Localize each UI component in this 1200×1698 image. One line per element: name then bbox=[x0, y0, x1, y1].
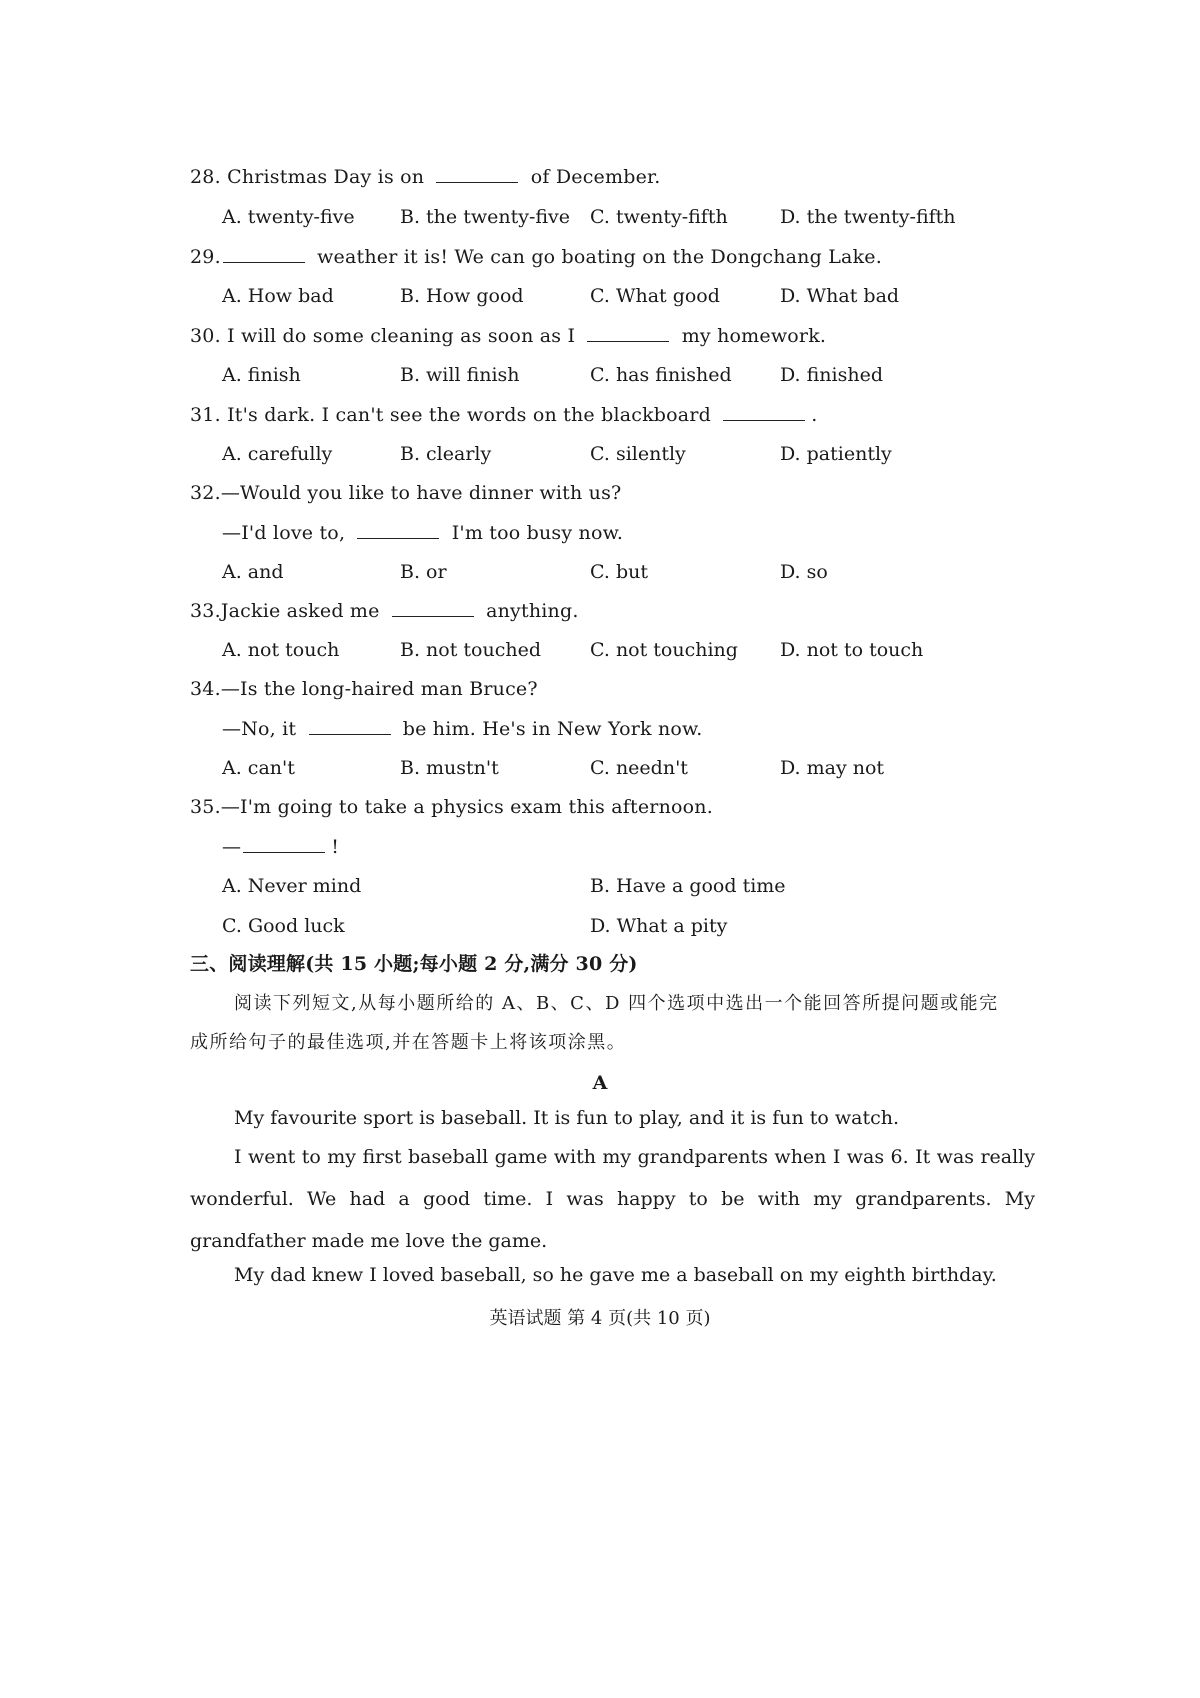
passage-paragraph-2: I went to my first baseball game with my grandparents when I was 6. It was really wonderful. We had a good time. I was happy to be with my grandparents. My grandfather made me love the game. bbox=[190, 1146, 1035, 1252]
q28-option-d: D. the twenty-fifth bbox=[780, 206, 956, 228]
passage-paragraph-3: My dad knew I loved baseball, so he gave me a baseball on my eighth birthday. bbox=[234, 1264, 997, 1286]
question-34-reply: —No, it be him. He's in New York now. bbox=[222, 718, 703, 740]
section-heading: 三、阅读理解(共 15 小题;每小题 2 分,满分 30 分) bbox=[190, 953, 638, 975]
question-32-stem: 32.—Would you like to have dinner with us? bbox=[190, 482, 622, 504]
q30-option-b: B. will finish bbox=[400, 364, 520, 386]
q34-option-b: B. mustn't bbox=[400, 757, 499, 779]
q33-option-d: D. not to touch bbox=[780, 639, 924, 661]
q30-option-c: C. has finished bbox=[590, 364, 732, 386]
passage-title: A bbox=[592, 1072, 608, 1094]
q35-option-a: A. Never mind bbox=[222, 875, 362, 897]
q35-option-d: D. What a pity bbox=[590, 915, 728, 937]
q32-option-a: A. and bbox=[222, 561, 284, 583]
answer-blank bbox=[357, 520, 439, 539]
q33-option-b: B. not touched bbox=[400, 639, 541, 661]
answer-blank bbox=[723, 402, 805, 421]
q31-option-b: B. clearly bbox=[400, 443, 492, 465]
answer-blank bbox=[392, 598, 474, 617]
question-30-stem: 30. I will do some cleaning as soon as I my homework. bbox=[190, 325, 827, 347]
question-29-stem: 29. weather it is! We can go boating on the Dongchang Lake. bbox=[190, 246, 882, 268]
q28-option-c: C. twenty-fifth bbox=[590, 206, 728, 228]
q33-option-c: C. not touching bbox=[590, 639, 738, 661]
q30-option-a: A. finish bbox=[222, 364, 301, 386]
answer-blank bbox=[309, 716, 391, 735]
q31-option-a: A. carefully bbox=[222, 443, 333, 465]
question-31-stem: 31. It's dark. I can't see the words on the blackboard . bbox=[190, 404, 818, 426]
q35-option-c: C. Good luck bbox=[222, 915, 345, 937]
q31-option-d: D. patiently bbox=[780, 443, 892, 465]
q33-option-a: A. not touch bbox=[222, 639, 340, 661]
q29-option-d: D. What bad bbox=[780, 285, 900, 307]
section-instruction-line2: 成所给句子的最佳选项,并在答题卡上将该项涂黑。 bbox=[190, 1032, 627, 1053]
question-32-reply: —I'd love to, I'm too busy now. bbox=[222, 522, 624, 544]
q28-option-b: B. the twenty-five bbox=[400, 206, 571, 228]
question-35-stem: 35.—I'm going to take a physics exam this afternoon. bbox=[190, 796, 713, 818]
answer-blank bbox=[587, 323, 669, 342]
question-34-stem: 34.—Is the long-haired man Bruce? bbox=[190, 678, 538, 700]
q34-option-d: D. may not bbox=[780, 757, 885, 779]
answer-blank bbox=[436, 164, 518, 183]
question-28-stem: 28. Christmas Day is on of December. bbox=[190, 166, 661, 188]
question-33-stem: 33.Jackie asked me anything. bbox=[190, 600, 579, 622]
q34-option-c: C. needn't bbox=[590, 757, 688, 779]
q29-option-b: B. How good bbox=[400, 285, 524, 307]
question-35-reply: — ! bbox=[222, 836, 340, 858]
page-footer: 英语试题 第 4 页(共 10 页) bbox=[489, 1308, 711, 1329]
answer-blank bbox=[243, 834, 325, 853]
q31-option-c: C. silently bbox=[590, 443, 686, 465]
passage-paragraph-1: My favourite sport is baseball. It is fun to play, and it is fun to watch. bbox=[234, 1107, 900, 1129]
q29-option-a: A. How bad bbox=[222, 285, 334, 307]
q32-option-b: B. or bbox=[400, 561, 447, 583]
q30-option-d: D. finished bbox=[780, 364, 884, 386]
answer-blank bbox=[223, 244, 305, 263]
q34-option-a: A. can't bbox=[222, 757, 295, 779]
q32-option-d: D. so bbox=[780, 561, 828, 583]
q29-option-c: C. What good bbox=[590, 285, 720, 307]
q28-option-a: A. twenty-five bbox=[222, 206, 355, 228]
q32-option-c: C. but bbox=[590, 561, 648, 583]
section-instruction-line1: 阅读下列短文,从每小题所给的 A、B、C、D 四个选项中选出一个能回答所提问题或能完 bbox=[234, 993, 999, 1014]
q35-option-b: B. Have a good time bbox=[590, 875, 786, 897]
